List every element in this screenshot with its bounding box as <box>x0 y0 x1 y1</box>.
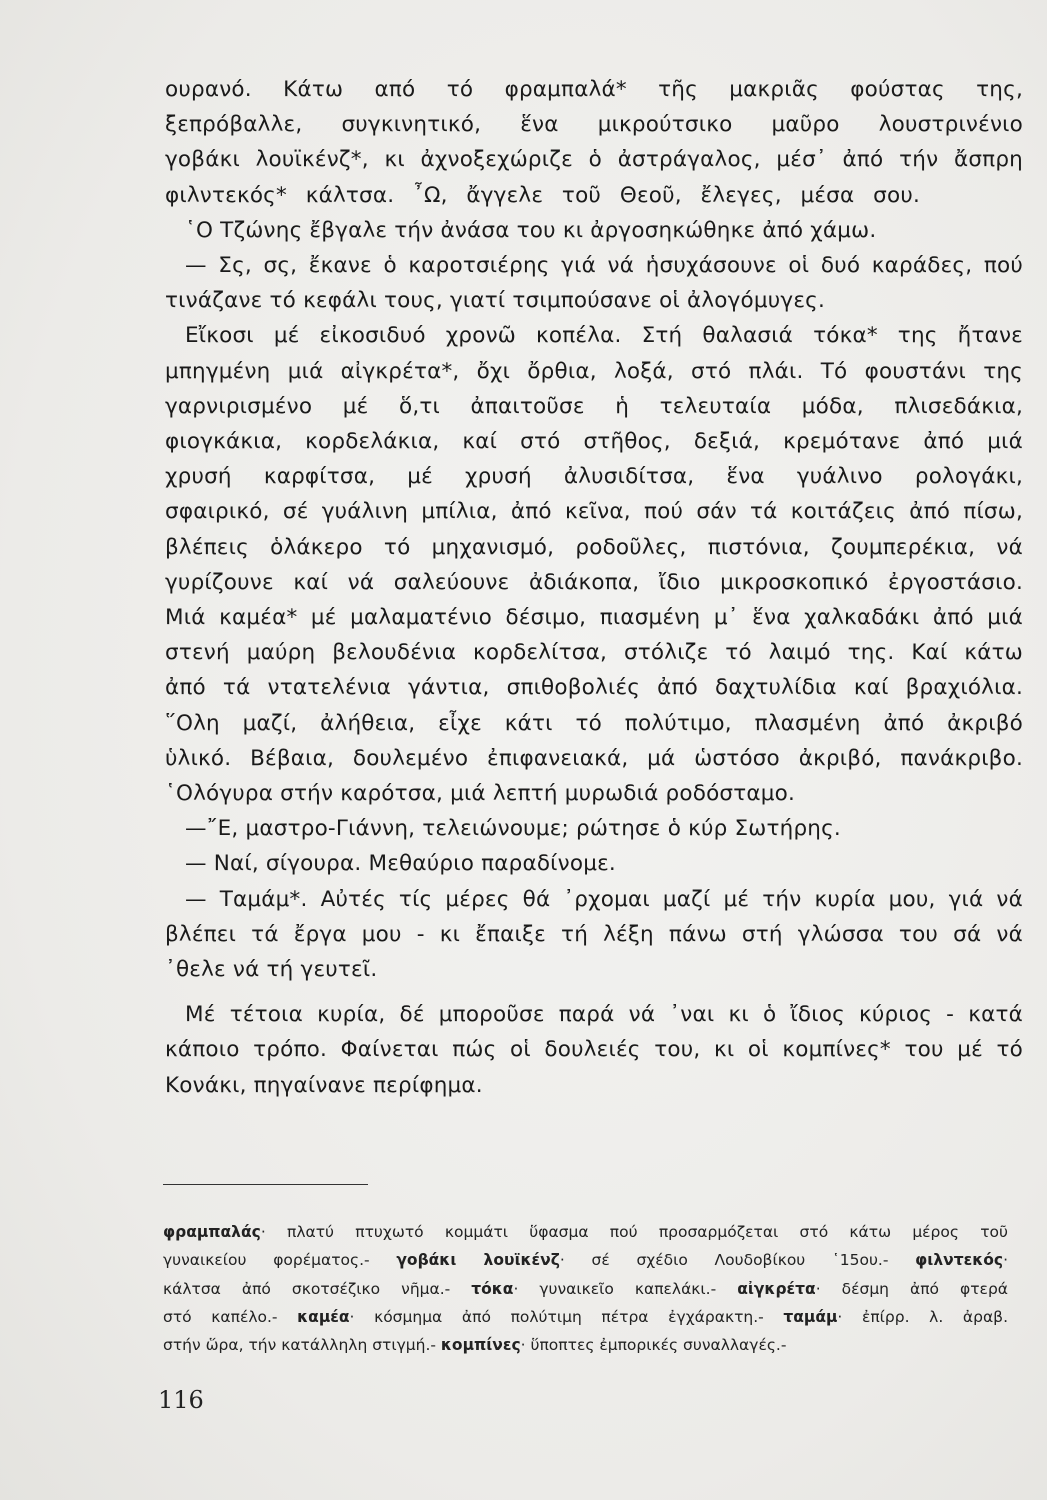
text-line: ὑλικό. Βέβαια, δουλεμένο ἐπιφανειακά, μά ὡστόσο ἀκριβό, πανάκριβο. <box>165 745 1023 771</box>
footnote-line <box>163 1246 1008 1274</box>
text-line: σφαιρικό, σέ γυάλινη μπίλια, ἀπό κεῖνα, πού σάν τά κοιτάζεις ἀπό πίσω, <box>165 499 1023 525</box>
text-line: κάποιο τρόπο. Φαίνεται πώς οἱ δουλειές του, κι οἱ κομπίνες* του μέ τό <box>165 1037 1023 1063</box>
text-line: ουρανό. Κάτω από τό φραμπαλά* τῆς μακριᾶς φούστας της, <box>165 77 1023 102</box>
text-line: τινάζανε τό κεφάλι τους, γιατί τσιμπούσανε οἱ ἀλογόμυγες. <box>165 288 826 314</box>
footnote-term: γοβάκι λουϊκένζ <box>396 1251 560 1270</box>
footnote-definition: · <box>1003 1251 1009 1270</box>
footnote-definition: στήν ὥρα, τήν κατάλληλη στιγμή.- <box>163 1336 441 1355</box>
footnotes <box>163 1218 1008 1359</box>
text-line: Μέ τέτοια κυρία, δέ μποροῦσε παρά νά ᾽ναι κι ὁ ἴδιος κύριος - κατά <box>185 1002 1023 1028</box>
footnote-line <box>163 1303 1008 1331</box>
text-line: ῾Ο Τζώνης ἔβγαλε τήν ἀνάσα του κι ἀργοσηκώθηκε ἀπό χάμω. <box>185 217 877 243</box>
text-line: — Σς, σς, ἔκανε ὁ καροτσιέρης γιά νά ἡσυχάσουνε οἱ δυό καράδες, πού <box>185 253 1023 279</box>
footnote-line <box>163 1331 1008 1359</box>
footnote-term: ταμάμ <box>783 1307 838 1326</box>
footnote-definition: · πλατύ πτυχωτό κομμάτι ὕφασμα πού προσαρμόζεται στό κάτω μέρος τοῦ <box>260 1223 1008 1241</box>
footnote-term: καμέα <box>297 1307 350 1326</box>
text-line: ῞Ολη μαζί, ἀλήθεια, εἶχε κάτι τό πολύτιμο, πλασμένη ἀπό ἀκριβό <box>165 710 1023 736</box>
text-line: Μιά καμέα* μέ μαλαματένιο δέσιμο, πιασμένη μ᾽ ἕνα χαλκαδάκι ἀπό μιά <box>165 605 1023 631</box>
text-line: βλέπει τά ἔργα μου - κι ἔπαιξε τή λέξη πάνω στή γλώσσα του σά νά <box>165 921 1023 947</box>
footnote-definition: · σέ σχέδιο Λουδοβίκου ῾15ου.- <box>559 1251 916 1270</box>
text-line: φιλντεκός* κάλτσα. ῏Ω, ἄγγελε τοῦ Θεοῦ, ἔλεγες, μέσα σου. <box>165 182 920 208</box>
text-line: Κονάκι, πηγαίνανε περίφημα. <box>165 1072 483 1098</box>
text-line: στενή μαύρη βελουδένια κορδελίτσα, στόλιζε τό λαιμό της. Καί κάτω <box>165 640 1023 666</box>
footnote-definition: · δέσμη ἀπό φτερά <box>815 1279 1008 1298</box>
text-line: βλέπεις ὁλάκερο τό μηχανισμό, ροδοῦλες, πιστόνια, ζουμπερέκια, νά <box>165 534 1023 560</box>
footnote-term: αἰγκρέτα <box>737 1279 816 1298</box>
text-line: γαρνιρισμένο μέ ὅ,τι ἀπαιτοῦσε ἡ τελευταία μόδα, πλισεδάκια, <box>165 393 1023 419</box>
text-line: γοβάκι λουϊκένζ*, κι ἀχνοξεχώριζε ὁ ἀστράγαλος, μέσ᾽ ἀπό τήν ἄσπρη <box>165 147 1023 173</box>
footnote-definition: · ἐπίρρ. λ. ἀραβ. <box>837 1307 1008 1326</box>
footnote-definition: · γυναικεῖο καπελάκι.- <box>513 1279 738 1298</box>
footnote-term: φραμπαλάς <box>163 1223 261 1241</box>
text-line: Εἴκοσι μέ εἰκοσιδυό χρονῶ κοπέλα. Στή θαλασιά τόκα* της ἤτανε <box>185 323 1023 349</box>
text-line: ᾽θελε νά τή γευτεῖ. <box>165 957 378 983</box>
text-line: — Ταμάμ*. Αὐτές τίς μέρες θά ᾽ρχομαι μαζί μέ τήν κυρία μου, γιά νά <box>185 886 1023 912</box>
text-line: ἀπό τά ντατελένια γάντια, σπιθοβολιές ἀπό δαχτυλίδια καί βραχιόλια. <box>165 675 1023 701</box>
footnote-term: τόκα <box>471 1279 514 1298</box>
page-number: 116 <box>158 1386 204 1414</box>
text-line: γυρίζουνε καί νά σαλεύουνε ἀδιάκοπα, ἴδιο μικροσκοπικό ἐργοστάσιο. <box>165 569 1023 595</box>
text-line: χρυσή καρφίτσα, μέ χρυσή ἀλυσιδίτσα, ἕνα γυάλινο ρολογάκι, <box>165 464 1023 490</box>
text-line: — Ναί, σίγουρα. Μεθαύριο παραδίνομε. <box>185 851 616 877</box>
footnote-definition: · κόσμημα ἀπό πολύτιμη πέτρα ἐγχάρακτη.- <box>349 1307 784 1326</box>
body-text <box>165 72 1023 1103</box>
text-line: —῎Ε, μαστρο-Γιάννη, τελειώνουμε; ρώτησε ὁ κύρ Σωτήρης. <box>185 816 841 842</box>
footnote-line <box>163 1218 1008 1246</box>
footnote-definition: κάλτσα ἀπό σκοτσέζικο νῆμα.- <box>163 1279 472 1298</box>
footnote-line <box>163 1275 1008 1303</box>
text-line: φιογκάκια, κορδελάκια, καί στό στῆθος, δεξιά, κρεμότανε ἀπό μιά <box>165 429 1023 455</box>
footnote-definition: · ὕποπτες ἐμπορικές συναλλαγές.- <box>520 1336 787 1355</box>
text-line: ξεπρόβαλλε, συγκινητικό, ἕνα μικρούτσικο μαῦρο λουστρινένιο <box>165 112 1023 138</box>
text-line: ῾Ολόγυρα στήν καρότσα, μιά λεπτή μυρωδιά ροδόσταμο. <box>165 781 796 807</box>
text-line: μπηγμένη μιά αἰγκρέτα*, ὄχι ὄρθια, λοξά, στό πλάι. Τό φουστάνι της <box>165 358 1023 384</box>
footnote-term: κομπίνες <box>440 1336 521 1355</box>
footnote-divider <box>163 1184 368 1185</box>
footnote-definition: στό καπέλο.- <box>163 1307 298 1326</box>
footnote-definition: γυναικείου φορέματος.- <box>163 1251 397 1270</box>
footnote-term: φιλντεκός <box>915 1251 1004 1270</box>
